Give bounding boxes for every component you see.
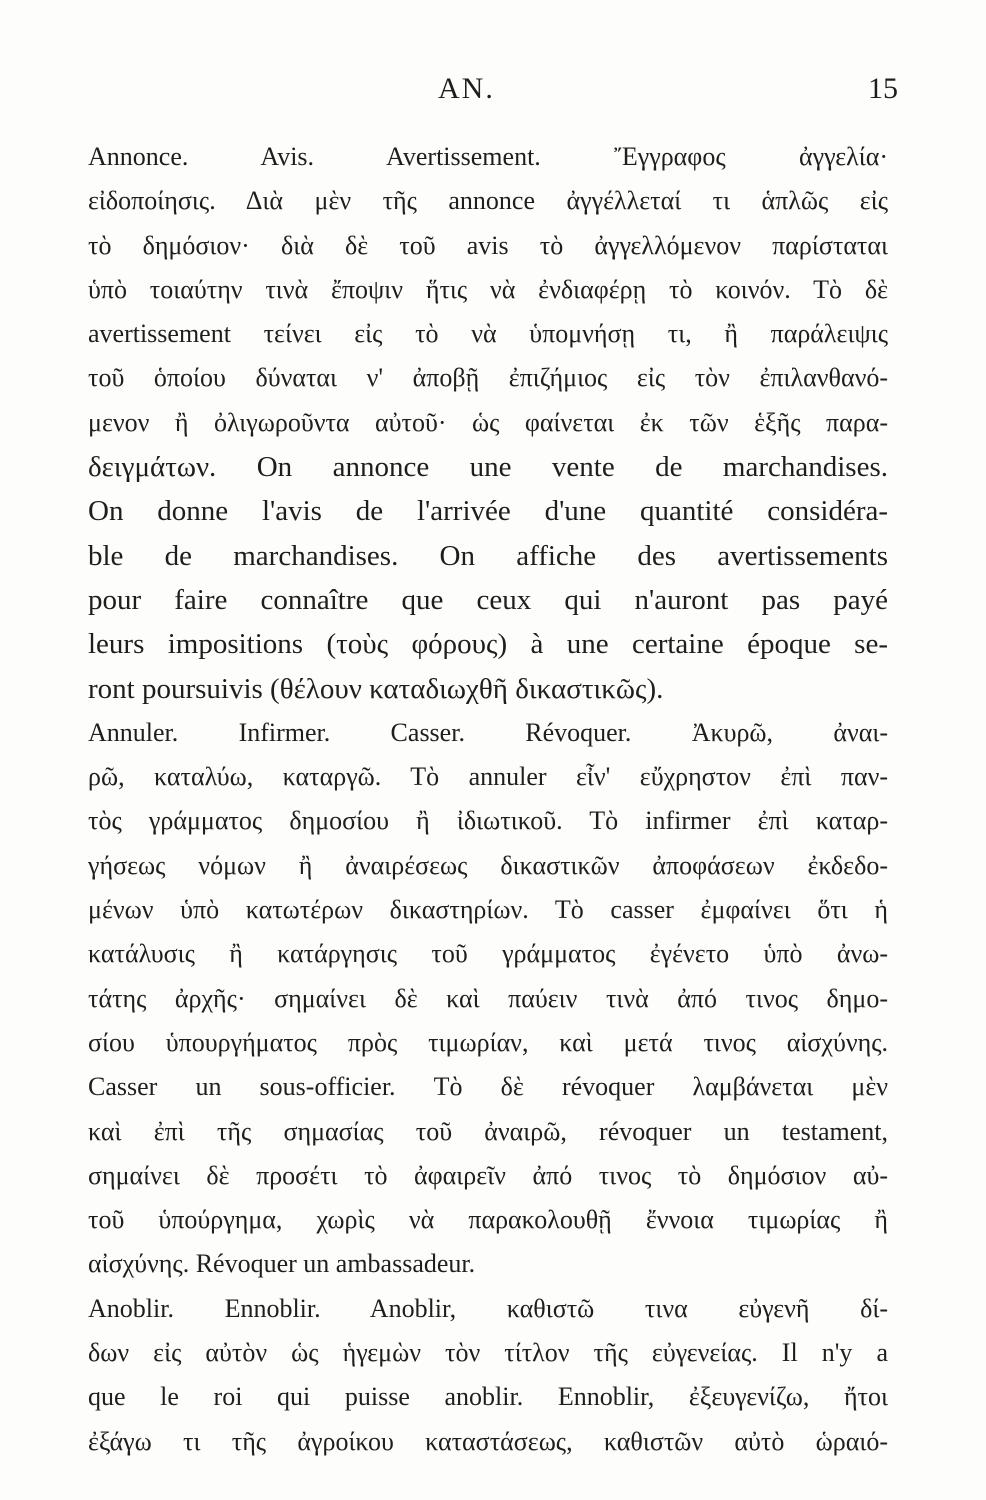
text-line: δειγμάτων. On annonce une vente de marchandises. — [88, 451, 888, 484]
text-line: μένων ὑπὸ κατωτέρων δικαστηρίων. Τὸ casser ἐμφαίνει ὅτι ἡ — [88, 895, 888, 925]
text-line: Casser un sous-officier. Τὸ δὲ révoquer λαμβάνεται μὲν — [88, 1072, 888, 1102]
page-number: 15 — [868, 72, 898, 105]
text-line: ront poursuivis (θέλουν καταδιωχθῆ δικαστικῶς). — [88, 672, 664, 705]
text-line: ρῶ, καταλύω, καταργῶ. Τὸ annuler εἶν' εὔχρηστον ἐπὶ παν- — [88, 762, 888, 792]
text-line: μενον ἢ ὀλιγωροῦντα αὐτοῦ· ὡς φαίνεται ἐκ τῶν ἑξῆς παρα- — [88, 407, 888, 437]
text-line: τὸ δημόσιον· διὰ δὲ τοῦ avis τὸ ἀγγελλόμενον παρίσταται — [88, 230, 888, 260]
text-line: κατάλυσις ἢ κατάργησις τοῦ γράμματος ἐγένετο ὑπὸ ἀνω- — [88, 939, 888, 969]
text-line: καὶ ἐπὶ τῆς σημασίας τοῦ ἀναιρῶ, révoquer un testament, — [88, 1116, 888, 1146]
text-line: τάτης ἀρχῆς· σημαίνει δὲ καὶ παύειν τινὰ ἀπό τινος δημο- — [88, 983, 888, 1013]
running-head: AN. — [438, 72, 495, 105]
text-line: Annonce. Avis. Avertissement. Ἔγγραφος ἀγγελία· — [88, 142, 888, 171]
text-line: pour faire connaître que ceux qui n'auront pas payé — [88, 583, 888, 616]
text-line: Annuler. Infirmer. Casser. Révoquer. Ἀκυρῶ, ἀναι- — [88, 717, 888, 747]
text-line: ble de marchandises. On affiche des avertissements — [88, 539, 888, 572]
text-line: σίου ὑπουργήματος πρὸς τιμωρίαν, καὶ μετά τινος αἰσχύνης. — [88, 1027, 888, 1057]
text-line: γήσεως νόμων ἢ ἀναιρέσεως δικαστικῶν ἀποφάσεων ἐκδεδο- — [88, 850, 888, 880]
text-line: σημαίνει δὲ προσέτι τὸ ἀφαιρεῖν ἀπό τινος τὸ δημόσιον αὐ- — [88, 1160, 888, 1190]
text-line: αἰσχύνης. Révoquer un ambassadeur. — [88, 1249, 476, 1279]
text-line: τοῦ ὑπούργημα, χωρὶς νὰ παρακολουθῇ ἔννοια τιμωρίας ἢ — [88, 1205, 888, 1235]
text-line: δων εἰς αὐτὸν ὡς ἡγεμὼν τὸν τίτλον τῆς εὐγενείας. Il n'y a — [88, 1338, 888, 1368]
text-line: Anoblir. Ennoblir. Anoblir, καθιστῶ τινα εὐγενῆ δί- — [88, 1293, 888, 1323]
body-text — [88, 135, 888, 1464]
text-line: leurs impositions (τοὺς φόρους) à une certaine époque se- — [88, 628, 888, 661]
text-line: ὑπὸ τοιαύτην τινὰ ἔποψιν ἥτις νὰ ἐνδιαφέρῃ τὸ κοινόν. Τὸ δὲ — [88, 274, 888, 304]
text-line: εἰδοποίησις. Διὰ μὲν τῆς annonce ἀγγέλλεταί τι ἁπλῶς εἰς — [88, 186, 888, 216]
text-line: On donne l'avis de l'arrivée d'une quantité considéra- — [88, 495, 888, 528]
text-line: τὸς γράμματος δημοσίου ἢ ἰδιωτικοῦ. Τὸ infirmer ἐπὶ καταρ- — [88, 806, 888, 836]
page-header — [0, 72, 986, 112]
text-line: que le roi qui puisse anoblir. Ennoblir, ἐξευγενίζω, ἤτοι — [88, 1382, 888, 1412]
text-line: τοῦ ὁποίου δύναται ν' ἀποβῇ ἐπιζήμιος εἰς τὸν ἐπιλανθανό- — [88, 363, 888, 393]
text-line: avertissement τείνει εἰς τὸ νὰ ὑπομνήσῃ τι, ἢ παράλειψις — [88, 319, 888, 349]
text-line: ἐξάγω τι τῆς ἀγροίκου καταστάσεως, καθιστῶν αὐτὸ ὡραιό- — [88, 1426, 888, 1456]
